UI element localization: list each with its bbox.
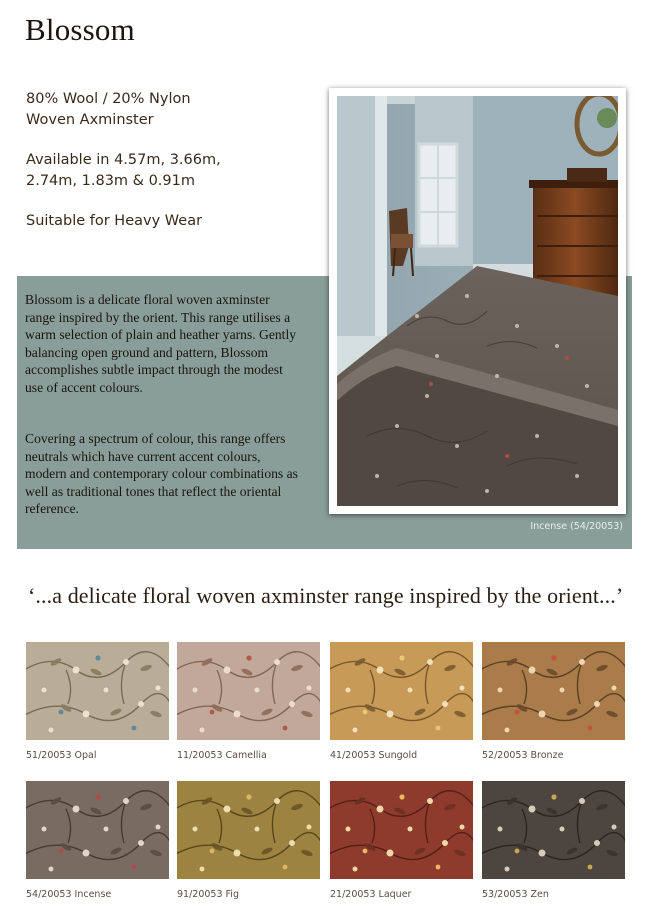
photo-caption: Incense (54/20053) — [530, 521, 623, 532]
swatch-label: 53/20053 Zen — [482, 889, 549, 900]
swatch-tile[interactable] — [177, 642, 320, 740]
swatch-tile[interactable] — [482, 781, 625, 879]
swatch-label: 54/20053 Incense — [26, 889, 112, 900]
swatch-tile[interactable] — [26, 642, 169, 740]
swatch-label: 21/20053 Laquer — [330, 889, 412, 900]
spec-composition: 80% Wool / 20% Nylon — [26, 91, 191, 107]
swatch-label: 11/20053 Camellia — [177, 750, 267, 761]
room-illustration — [337, 96, 618, 506]
swatch-label: 52/20053 Bronze — [482, 750, 564, 761]
swatch-tile[interactable] — [482, 642, 625, 740]
description-paragraph-1: Blossom is a delicate floral woven axminster range inspired by the orient. This range utilises a warm selection of plain and heather yarns. Gently balancing open ground and pattern, Blossom accomplishes subtle impact through the modest use of accent colours. — [25, 292, 297, 395]
swatch-tile[interactable] — [26, 781, 169, 879]
swatch-label: 91/20053 Fig — [177, 889, 239, 900]
spec-construction: Woven Axminster — [26, 112, 154, 128]
swatch-tile[interactable] — [177, 781, 320, 879]
spec-availability-line-2: 2.74m, 1.83m & 0.91m — [26, 173, 195, 189]
spec-wear: Suitable for Heavy Wear — [26, 213, 203, 229]
page-title: Blossom — [25, 12, 135, 47]
swatch-label: 41/20053 Sungold — [330, 750, 418, 761]
pull-quote: ‘...a delicate floral woven axminster range inspired by the orient...’ — [28, 583, 624, 608]
swatch-tile[interactable] — [330, 642, 473, 740]
description-paragraph-2: Covering a spectrum of colour, this range offers neutrals which have current accent colours, modern and contemporary colour combinations as well as traditional tones that reflect the oriental reference. — [25, 431, 298, 516]
swatch-tile[interactable] — [330, 781, 473, 879]
swatch-label: 51/20053 Opal — [26, 750, 97, 761]
spec-availability-line-1: Available in 4.57m, 3.66m, — [26, 152, 221, 168]
room-photo — [329, 88, 626, 514]
